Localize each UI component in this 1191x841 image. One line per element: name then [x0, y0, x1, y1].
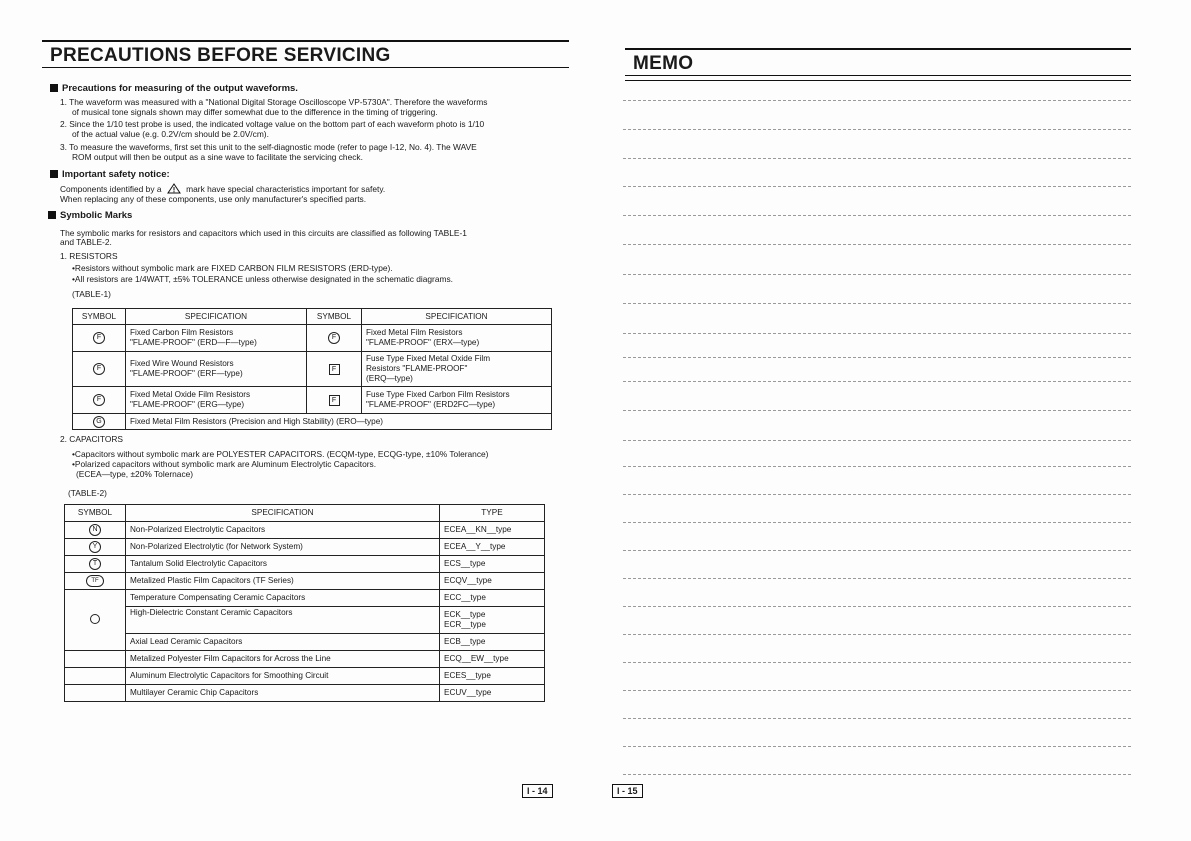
- memo-line: [623, 129, 1131, 130]
- type-cell: ECEA__KN__type: [440, 522, 545, 539]
- table2-label: (TABLE-2): [68, 488, 107, 498]
- safety-line: When replacing any of these components, use only manufacturer's specified parts.: [60, 194, 367, 204]
- circled-f-symbol-icon: F: [93, 394, 105, 406]
- paragraph-line: of musical tone signals shown may differ somewhat due to the difference in the timing of triggering.: [72, 107, 438, 117]
- memo-line: [623, 550, 1131, 551]
- type-cell: ECES__type: [440, 668, 545, 685]
- boxed-f-symbol-icon: F: [329, 364, 340, 375]
- memo-line: [623, 746, 1131, 747]
- spec-cell: Non-Polarized Electrolytic (for Network System): [126, 539, 440, 556]
- table-header: SPECIFICATION: [362, 309, 552, 325]
- type-cell: ECC__type: [440, 590, 545, 607]
- memo-line: [623, 158, 1131, 159]
- section-heading-symbolic-marks: Symbolic Marks: [48, 210, 132, 221]
- paragraph-line: The symbolic marks for resistors and capacitors which used in this circuits are classified as following TABLE-1: [60, 228, 467, 238]
- spec-cell: Aluminum Electrolytic Capacitors for Smoothing Circuit: [126, 668, 440, 685]
- table-row: [73, 414, 552, 430]
- memo-line: [623, 522, 1131, 523]
- memo-line: [623, 606, 1131, 607]
- safety-line: Components identified by a mark have special characteristics important for safety.: [60, 184, 386, 194]
- type-cell: ECEA__Y__type: [440, 539, 545, 556]
- spec-cell: High-Dielectric Constant Ceramic Capacitors: [126, 607, 440, 634]
- bullet-square-icon: [50, 170, 58, 178]
- table-row: [65, 634, 545, 651]
- paragraph-line: ROM output will then be output as a sine wave to facilitate the servicing check.: [72, 152, 363, 162]
- spec-line: "FLAME-PROOF" (ERD—F—type): [130, 338, 257, 347]
- table-row: [65, 573, 545, 590]
- spec-cell: Metalized Plastic Film Capacitors (TF Series): [126, 573, 440, 590]
- page-number: I - 14: [522, 784, 553, 798]
- spec-cell: Non-Polarized Electrolytic Capacitors: [126, 522, 440, 539]
- spec-line: Fixed Metal Oxide Film Resistors: [130, 390, 251, 399]
- right-page: [595, 0, 1191, 841]
- memo-line: [623, 410, 1131, 411]
- table-row: [73, 387, 552, 414]
- table1-label: (TABLE-1): [72, 289, 111, 299]
- table-header: SPECIFICATION: [126, 309, 307, 325]
- table-row: [73, 352, 552, 387]
- spec-line: Fixed Carbon Film Resistors: [130, 328, 234, 337]
- memo-line: [623, 357, 1131, 358]
- memo-line: [623, 718, 1131, 719]
- circled-f-symbol-icon: F: [93, 363, 105, 375]
- resistor-symbol-table: [72, 308, 552, 430]
- spec-cell: Temperature Compensating Ceramic Capacitors: [126, 590, 440, 607]
- spec-line: Fuse Type Fixed Metal Oxide Film: [366, 354, 491, 363]
- table-row: [65, 522, 545, 539]
- spec-line: "FLAME-PROOF" (ERX—type): [366, 338, 480, 347]
- circled-g-symbol-icon: G: [93, 416, 105, 428]
- page-title: PRECAUTIONS BEFORE SERVICING: [42, 40, 569, 68]
- resistors-bullet: •All resistors are 1/4WATT, ±5% TOLERANCE unless otherwise designated in the schematic diagrams.: [72, 274, 453, 284]
- memo-line: [623, 333, 1131, 334]
- memo-line: [623, 774, 1131, 775]
- spec-line: Fixed Metal Film Resistors: [366, 328, 463, 337]
- memo-line: [623, 215, 1131, 216]
- boxed-f-symbol-icon: F: [329, 395, 340, 406]
- memo-line: [623, 303, 1131, 304]
- circled-tf-symbol-icon: TF: [86, 575, 104, 587]
- paragraph-line: 3. To measure the waveforms, first set this unit to the self-diagnostic mode (refer to page I-12, No. 4). The WAVE: [60, 142, 477, 152]
- type-line: ECR__type: [444, 620, 486, 629]
- spec-cell: Multilayer Ceramic Chip Capacitors: [126, 685, 440, 702]
- type-cell: ECB__type: [440, 634, 545, 651]
- type-cell: ECQV__type: [440, 573, 545, 590]
- capacitors-bullet: •Polarized capacitors without symbolic mark are Aluminum Electrolytic Capacitors.: [72, 459, 377, 469]
- section-heading-safety: Important safety notice:: [50, 169, 170, 180]
- spec-cell: Fixed Metal Film Resistors (Precision and High Stability) (ERO—type): [126, 414, 552, 430]
- circled-y-symbol-icon: Y: [89, 541, 101, 553]
- memo-line: [623, 440, 1131, 441]
- circled-f-symbol-icon: F: [328, 332, 340, 344]
- spec-cell: Axial Lead Ceramic Capacitors: [126, 634, 440, 651]
- spec-line: Fuse Type Fixed Carbon Film Resistors: [366, 390, 510, 399]
- memo-line: [623, 690, 1131, 691]
- circled-n-symbol-icon: N: [89, 524, 101, 536]
- table-header: SPECIFICATION: [126, 505, 440, 522]
- table-row: [65, 685, 545, 702]
- resistors-title: 1. RESISTORS: [60, 251, 118, 261]
- page-number: I - 15: [612, 784, 643, 798]
- paragraph-line: 2. Since the 1/10 test probe is used, the indicated voltage value on the bottom part of each waveform photo is 1/10: [60, 119, 485, 129]
- memo-line: [623, 244, 1131, 245]
- capacitors-title: 2. CAPACITORS: [60, 434, 123, 444]
- memo-line: [623, 274, 1131, 275]
- table-header: SYMBOL: [73, 309, 126, 325]
- resistors-bullet: •Resistors without symbolic mark are FIXED CARBON FILM RESISTORS (ERD-type).: [72, 263, 393, 273]
- spec-cell: Metalized Polyester Film Capacitors for Across the Line: [126, 651, 440, 668]
- capacitors-bullet: •Capacitors without symbolic mark are POLYESTER CAPACITORS. (ECQM-type, ECQG-type, ±10% Tolerance): [72, 449, 489, 459]
- paragraph-line: and TABLE-2.: [60, 237, 112, 247]
- memo-line: [623, 100, 1131, 101]
- table-row: [65, 668, 545, 685]
- type-cell: ECQ__EW__type: [440, 651, 545, 668]
- empty-circle-symbol-icon: [90, 614, 100, 624]
- memo-line: [623, 578, 1131, 579]
- table-row: [65, 539, 545, 556]
- type-cell: ECUV__type: [440, 685, 545, 702]
- left-page: [0, 0, 590, 841]
- memo-line: [623, 662, 1131, 663]
- paragraph-line: 1. The waveform was measured with a "National Digital Storage Oscilloscope VP-5730A". Therefore the waveforms: [60, 97, 488, 107]
- spec-line: "FLAME-PROOF" (ERF—type): [130, 369, 243, 378]
- bullet-square-icon: [48, 211, 56, 219]
- memo-line: [623, 494, 1131, 495]
- type-cell: ECS__type: [440, 556, 545, 573]
- table-row: [65, 556, 545, 573]
- spec-cell: Tantalum Solid Electrolytic Capacitors: [126, 556, 440, 573]
- table-row: [65, 607, 545, 634]
- memo-line: [623, 634, 1131, 635]
- memo-line: [623, 466, 1131, 467]
- memo-line: [623, 381, 1131, 382]
- circled-t-symbol-icon: T: [89, 558, 101, 570]
- table-header: SYMBOL: [307, 309, 362, 325]
- table-header: SYMBOL: [65, 505, 126, 522]
- table-row: [65, 651, 545, 668]
- table-row: [73, 325, 552, 352]
- bullet-square-icon: [50, 84, 58, 92]
- capacitor-symbol-table: [64, 504, 545, 702]
- spec-line: Fixed Wire Wound Resistors: [130, 359, 234, 368]
- spec-line: "FLAME-PROOF" (ERG—type): [130, 400, 245, 409]
- paragraph-line: of the actual value (e.g. 0.2V/cm should be 2.0V/cm).: [72, 129, 269, 139]
- table-header: TYPE: [440, 505, 545, 522]
- spec-line: (ERQ—type): [366, 374, 413, 383]
- spec-line: "FLAME-PROOF" (ERD2FC—type): [366, 400, 496, 409]
- title-divider: [625, 80, 1131, 81]
- capacitors-bullet: (ECEA—type, ±20% Tolernace): [76, 469, 194, 479]
- warning-triangle-icon: [167, 183, 181, 194]
- memo-title: MEMO: [625, 48, 1131, 76]
- spec-line: Resistors "FLAME-PROOF": [366, 364, 468, 373]
- section-heading-waveforms: Precautions for measuring of the output waveforms.: [50, 83, 298, 94]
- memo-line: [623, 186, 1131, 187]
- circled-f-symbol-icon: F: [93, 332, 105, 344]
- type-line: ECK__type: [444, 610, 486, 619]
- table-row: [65, 590, 545, 607]
